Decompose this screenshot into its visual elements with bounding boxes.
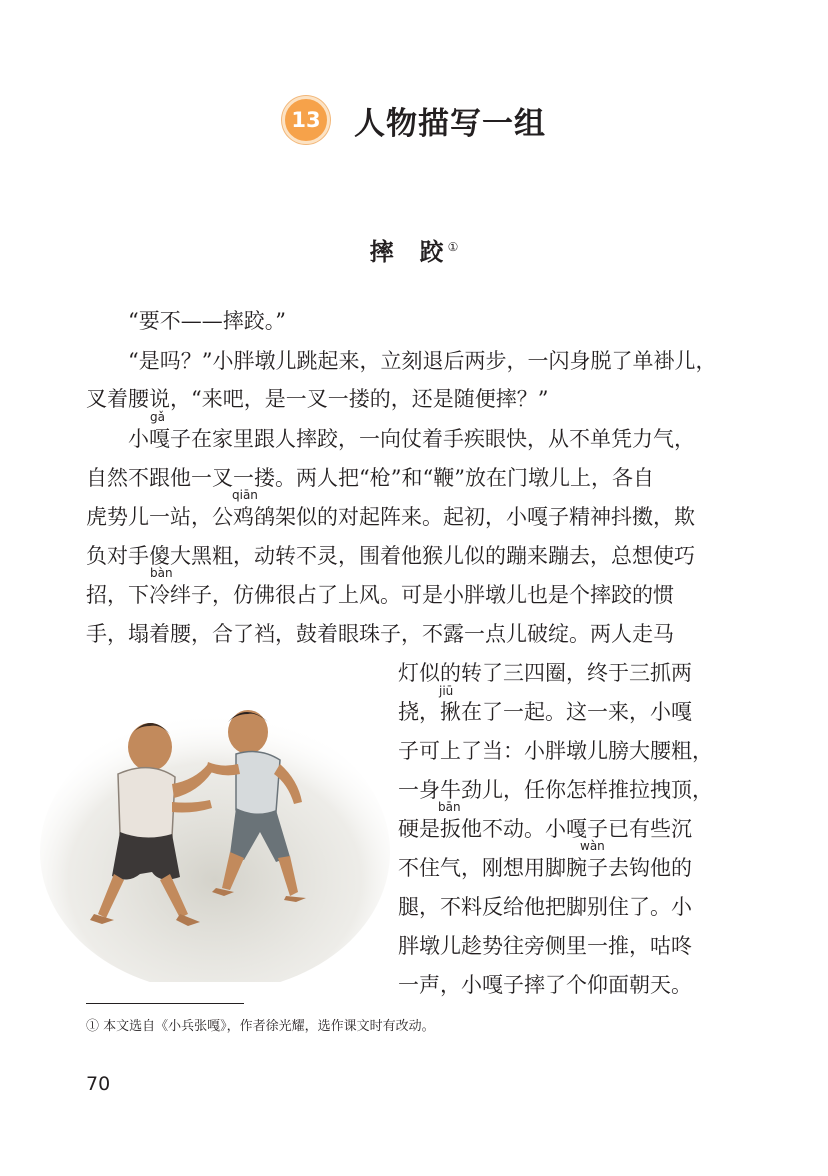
article-title — [0, 232, 828, 267]
text-line: 小嘎子在家里跟人摔跤，一向仗着手疾眼快，从不单凭力气， — [128, 427, 695, 451]
text-line: 挠，揪在了一起。这一来，小嘎 — [398, 700, 692, 724]
text-line: 手，塌着腰，合了裆，鼓着眼珠子，不露一点儿破绽。两人走马 — [86, 622, 674, 646]
text-line: 不住气，刚想用脚腕子去钩他的 — [398, 856, 692, 880]
text-line: 灯似的转了三四圈，终于三抓两 — [398, 661, 692, 685]
pinyin-annotation: jiū — [439, 684, 454, 698]
text-line: 硬是扳他不动。小嘎子已有些沉 — [398, 817, 692, 841]
lesson-number-badge: 13 — [282, 96, 330, 144]
text-line: 胖墩儿趁势往旁侧里一推，咕咚 — [398, 934, 692, 958]
footnote-reference-mark[interactable]: ① — [447, 240, 459, 254]
footnote-text: ① 本文选自《小兵张嘎》，作者徐光耀，选作课文时有改动。 — [86, 1019, 435, 1034]
lesson-title: 人物描写一组 — [354, 105, 546, 142]
text-line: 叉着腰说，“来吧，是一叉一搂的，还是随便摔？” — [86, 387, 549, 411]
pinyin-annotation: bān — [438, 800, 461, 814]
footnote-divider — [86, 1003, 244, 1004]
text-line: 招，下冷绊子，仿佛很占了上风。可是小胖墩儿也是个摔跤的惯 — [86, 583, 674, 607]
text-line: 虎势儿一站，公鸡鹐架似的对起阵来。起初，小嘎子精神抖擞，欺 — [86, 505, 695, 529]
pinyin-annotation: bàn — [150, 566, 173, 580]
lesson-header — [0, 96, 828, 144]
text-line: 负对手傻大黑粗，动转不灵，围着他猴儿似的蹦来蹦去，总想使巧 — [86, 544, 695, 568]
article-title-char-2: 跤 — [419, 237, 448, 266]
text-line: 一声，小嘎子摔了个仰面朝天。 — [398, 973, 692, 997]
text-line: 一身牛劲儿，任你怎样推拉拽顶， — [398, 778, 713, 802]
text-line: 子可上了当：小胖墩儿膀大腰粗， — [398, 739, 713, 763]
text-line: 自然不跟他一叉一搂。两人把“枪”和“鞭”放在门墩儿上，各自 — [86, 466, 654, 490]
text-line: 腿，不料反给他把脚别住了。小 — [398, 895, 692, 919]
wrestling-illustration — [40, 652, 390, 982]
text-line: “要不——摔跤。” — [128, 309, 286, 333]
pinyin-annotation: gǎ — [150, 410, 165, 424]
pinyin-annotation: wàn — [580, 839, 605, 853]
pinyin-annotation: qiān — [232, 488, 258, 502]
text-line: “是吗？”小胖墩儿跳起来，立刻退后两步，一闪身脱了单褂儿， — [128, 349, 717, 373]
article-title-char-1: 摔 — [369, 237, 398, 266]
page-number: 70 — [86, 1073, 111, 1095]
